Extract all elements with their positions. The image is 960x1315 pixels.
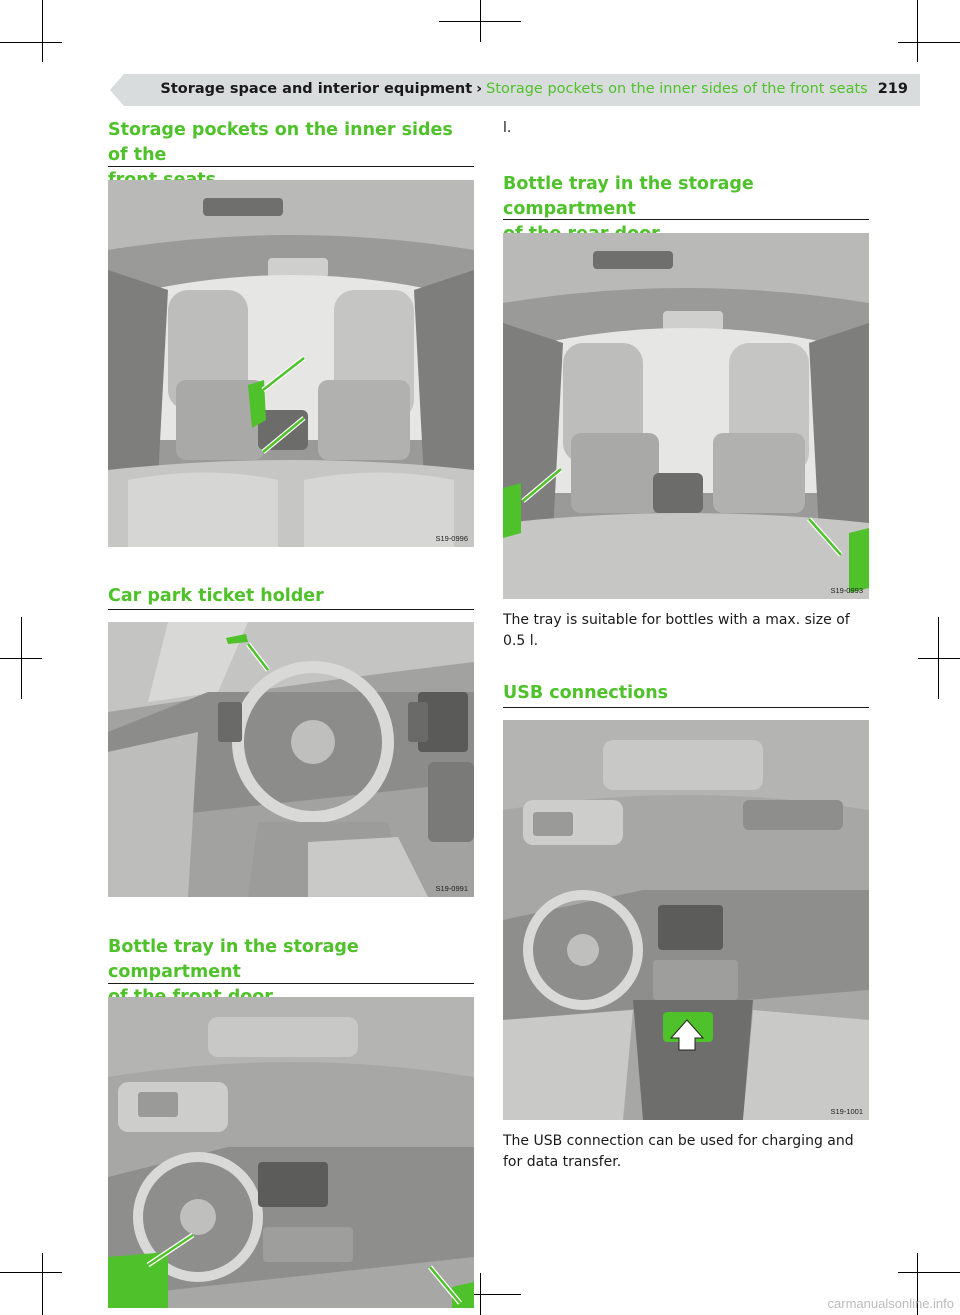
figure-storage-pockets (108, 180, 474, 547)
heading-rule (108, 166, 474, 167)
heading-rule (108, 609, 474, 610)
body-line: for data transfer. (503, 1154, 622, 1170)
figure-front-door-tray (108, 997, 474, 1308)
figure-code: S19-1001 (830, 1107, 863, 1116)
crop-mark (0, 1272, 62, 1273)
crop-mark (898, 1272, 960, 1273)
heading-rule (503, 219, 869, 220)
front-cabin-illustration (108, 997, 474, 1308)
header-section: Storage pockets on the inner sides of the front seats (486, 81, 868, 97)
body-line: The USB connection can be used for charging and (503, 1133, 854, 1149)
crop-mark (42, 0, 43, 62)
crop-mark (0, 658, 42, 659)
crop-mark (918, 658, 960, 659)
section-heading-ticket-holder (108, 584, 478, 609)
figure-code: S19-0991 (435, 884, 468, 893)
crop-mark (898, 42, 960, 43)
continuation-text: l. (503, 120, 512, 136)
heading-rule (108, 983, 474, 984)
crop-mark (0, 42, 62, 43)
crop-mark (917, 0, 918, 62)
watermark: carmanualsonline.info (827, 1296, 954, 1311)
figure-code: S19-0993 (830, 586, 863, 595)
heading-line: Bottle tray in the storage compartment (503, 174, 754, 219)
page-number: 219 (877, 81, 908, 97)
crop-mark (42, 1253, 43, 1315)
heading-line: Car park ticket holder (108, 586, 324, 606)
heading-line: USB connections (503, 683, 669, 703)
rear-cabin-illustration (503, 233, 869, 599)
body-line: 0.5 l. (503, 633, 539, 649)
heading-line: Bottle tray in the storage compartment (108, 937, 359, 982)
section-heading-usb (503, 681, 873, 706)
figure-code: S19-0996 (435, 534, 468, 543)
figure-usb (503, 720, 869, 1120)
header-chapter: Storage space and interior equipment (160, 81, 473, 97)
heading-line: Storage pockets on the inner sides of the (108, 120, 453, 165)
body-paragraph (503, 610, 869, 652)
figure-ticket-holder (108, 622, 474, 897)
crop-mark (439, 21, 521, 22)
body-paragraph (503, 1131, 869, 1173)
body-line: The tray is suitable for bottles with a max. size of (503, 612, 850, 628)
center-console-illustration (503, 720, 869, 1120)
rear-cabin-illustration (108, 180, 474, 547)
heading-rule (503, 707, 869, 708)
figure-rear-door-tray (503, 233, 869, 599)
dashboard-illustration (108, 622, 474, 897)
header-separator: › (476, 81, 483, 97)
running-header (160, 81, 908, 97)
